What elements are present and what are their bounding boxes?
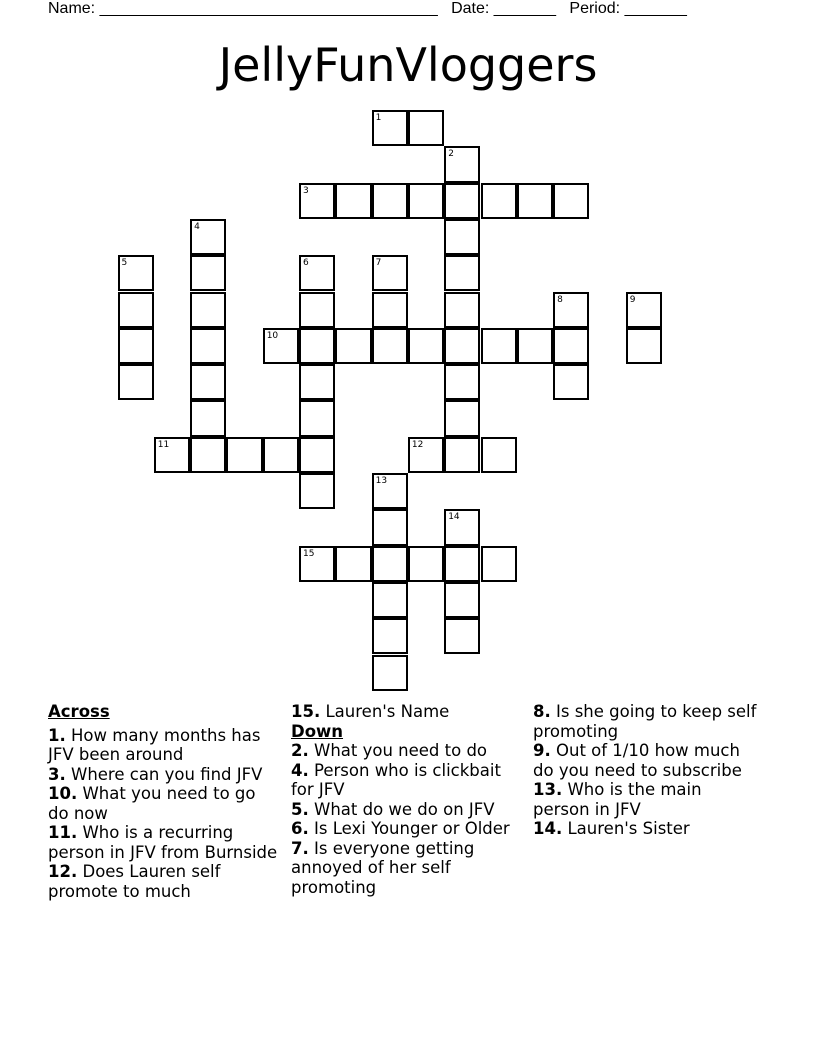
clue-text: Is she going to keep self promoting [533,702,757,741]
clue-number-label: 4 [194,221,200,232]
crossword-cell[interactable] [263,437,299,473]
clue-number: 7. [291,838,309,858]
clue-number-label: 7 [375,258,382,269]
crossword-cell[interactable] [553,183,589,219]
clue-across-12 [48,862,278,901]
clue-number-label: 14 [448,512,460,523]
clue-number-label: 8 [557,294,563,305]
clue-text: Is Lexi Younger or Older [314,819,510,838]
crossword-cell[interactable] [372,546,408,582]
crossword-cell[interactable] [553,292,589,328]
clue-number-label: 3 [303,185,309,196]
crossword-cell[interactable] [190,328,226,364]
clue-number: 15. [291,702,321,721]
crossword-cell[interactable] [372,110,408,146]
crossword-cell[interactable] [299,292,335,328]
crossword-cell[interactable] [408,437,444,473]
clues-column-3 [533,702,763,839]
crossword-cell[interactable] [553,328,589,364]
crossword-cell[interactable] [372,183,408,219]
clue-number-label: 11 [157,439,170,450]
crossword-cell[interactable] [372,328,408,364]
clue-number-label: 9 [629,294,636,305]
period-label: Period: [569,0,621,17]
crossword-cell[interactable] [444,146,480,182]
clue-text: How many months has JFV been around [48,725,261,764]
clue-down-5 [291,800,521,820]
crossword-cell[interactable] [444,292,480,328]
crossword-cell[interactable] [444,437,480,473]
crossword-cell[interactable] [444,328,480,364]
crossword-cell[interactable] [626,328,662,364]
clue-down-13 [533,780,763,819]
crossword-cell[interactable] [299,437,335,473]
clue-text: Is everyone getting annoyed of her self promoting [291,838,475,897]
down-heading: Down [291,721,344,741]
crossword-cell[interactable] [335,328,371,364]
clue-text: What do we do on JFV [314,799,495,819]
clue-text: What you need to do [314,741,488,760]
clue-number: 3. [48,764,66,784]
clue-across-3 [48,765,278,785]
crossword-cell[interactable] [190,255,226,291]
clue-number-label: 5 [121,258,128,269]
crossword-cell[interactable] [444,219,480,255]
crossword-cell[interactable] [299,328,335,364]
clue-down-14 [533,819,763,839]
clue-across-1 [48,726,278,765]
crossword-cell[interactable] [118,328,154,364]
crossword-cell[interactable] [444,546,480,582]
crossword-cell[interactable] [444,509,480,545]
clue-down-7 [291,839,521,898]
crossword-cell[interactable] [444,183,480,219]
crossword-cell[interactable] [190,364,226,400]
crossword-cell[interactable] [444,255,480,291]
clue-number: 5. [291,799,309,819]
crossword-cell[interactable] [408,110,444,146]
crossword-cell[interactable] [481,546,517,582]
clue-number: 14. [533,819,563,838]
crossword-cell[interactable] [299,183,335,219]
crossword-cell[interactable] [444,400,480,436]
clue-number: 13. [533,780,563,799]
clue-text: What you need to go do now [48,784,256,823]
crossword-cell[interactable] [190,437,226,473]
across-heading: Across [48,702,110,721]
crossword-cell[interactable] [263,328,299,364]
crossword-cell[interactable] [226,437,262,473]
clue-number-label: 1 [375,113,382,123]
crossword-cell[interactable] [408,546,444,582]
clue-across-11 [48,823,278,862]
crossword-cell[interactable] [190,219,226,255]
name-blank[interactable]: ______________________________________ [99,0,438,17]
clue-number: 12. [48,862,78,881]
clue-number-label: 12 [411,439,424,450]
clue-number: 4. [291,760,309,780]
page-title: JellyFunVloggers [218,38,598,92]
crossword-cell[interactable] [372,473,408,509]
crossword-cell[interactable] [372,255,408,291]
clue-text: Lauren's Name [325,702,450,721]
clue-across-10 [48,784,278,823]
crossword-cell[interactable] [372,292,408,328]
clue-number-label: 13 [375,476,388,486]
crossword-cell[interactable] [517,183,553,219]
crossword-cell[interactable] [299,255,335,291]
crossword-cell[interactable] [481,328,517,364]
clue-number-label: 6 [303,258,309,269]
crossword-cell[interactable] [408,183,444,219]
crossword-cell[interactable] [335,183,371,219]
crossword-cell[interactable] [190,400,226,436]
crossword-cell[interactable] [372,582,408,618]
clue-number-label: 15 [303,548,315,559]
clue-number: 10. [48,784,78,803]
clue-text: Who is a recurring person in JFV from Burnside [48,823,278,862]
crossword-cell[interactable] [118,292,154,328]
clues-column-2 [291,702,521,897]
header-fields [48,0,687,18]
crossword-cell[interactable] [372,509,408,545]
crossword-cell[interactable] [372,618,408,654]
crossword-cell[interactable] [372,655,408,691]
clue-number-label: 2 [448,149,454,160]
crossword-cell[interactable] [335,546,371,582]
period-blank[interactable]: _______ [624,0,687,17]
crossword-cell[interactable] [118,364,154,400]
clue-down-6 [291,819,521,839]
crossword-cell[interactable] [444,618,480,654]
clue-text: Where can you find JFV [71,764,263,784]
clue-text: Does Lauren self promote to much [48,862,221,901]
clue-number: 9. [533,741,551,760]
clue-number: 8. [533,702,551,721]
clue-number: 1. [48,725,66,745]
name-label: Name: [48,0,96,17]
clue-across-15 [291,702,521,722]
crossword-cell[interactable] [481,437,517,473]
crossword-cell[interactable] [190,292,226,328]
clue-text: Out of 1/10 how much do you need to subscribe [533,741,742,780]
clue-number: 11. [48,823,78,842]
clue-text: Who is the main person in JFV [533,780,702,819]
clue-down-8 [533,702,763,741]
crossword-cell[interactable] [444,582,480,618]
crossword-cell[interactable] [626,292,662,328]
clue-text: Lauren's Sister [567,819,690,838]
clues-column-1 [48,702,278,901]
clue-number-label: 10 [266,330,279,341]
clue-down-9 [533,741,763,780]
crossword-cell[interactable] [118,255,154,291]
crossword-cell[interactable] [299,400,335,436]
crossword-cell[interactable] [553,364,589,400]
crossword-cell[interactable] [154,437,190,473]
clue-number: 6. [291,819,309,838]
clue-down-4 [291,761,521,800]
date-blank[interactable]: _______ [493,0,557,17]
crossword-cell[interactable] [408,328,444,364]
clue-number: 2. [291,741,309,760]
crossword-cell[interactable] [299,473,335,509]
crossword-cell[interactable] [299,364,335,400]
crossword-cell[interactable] [481,183,517,219]
crossword-cell[interactable] [299,546,335,582]
clue-down-2 [291,741,521,761]
clue-text: Person who is clickbait for JFV [291,760,501,799]
crossword-cell[interactable] [444,364,480,400]
date-label: Date: [451,0,490,17]
crossword-cell[interactable] [517,328,553,364]
